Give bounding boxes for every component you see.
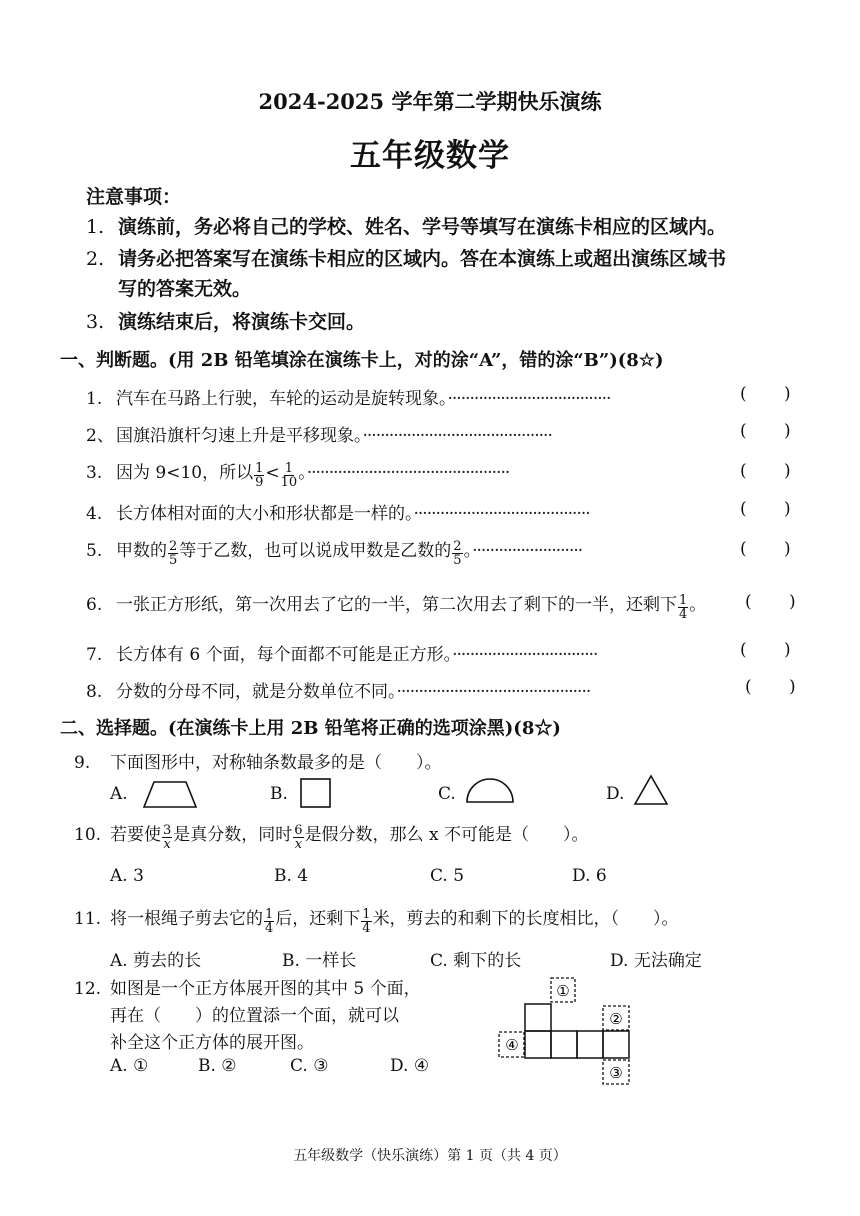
judge-question-4: 4. 长方体相对面的大小和形状都是一样的。········································ <box>86 504 590 524</box>
option-a-label: A. <box>110 784 128 804</box>
option-b: B. 一样长 <box>282 951 357 971</box>
answer-parentheses: ( ) <box>745 677 796 697</box>
option-b-label: B. <box>270 784 288 804</box>
triangle-shape <box>634 774 670 808</box>
option-d: D. 无法确定 <box>610 951 702 971</box>
cube-net-diagram <box>496 974 638 1090</box>
net-label-1: ① <box>556 982 570 1000</box>
option-c: C. 5 <box>430 866 465 886</box>
page-footer: 五年级数学（快乐演练）第 1 页（共 4 页） <box>293 1148 567 1164</box>
exam-subject-title: 五年级数学 <box>350 138 510 174</box>
fraction: $\frac{1}{9}$ <box>255 461 264 490</box>
answer-parentheses: ( ) <box>740 499 791 519</box>
option-c-label: C. <box>438 784 456 804</box>
section2-title: 二、选择题。(在演练卡上用 2B 铅笔将正确的选项涂黑)(8☆) <box>60 718 561 739</box>
net-label-3: ③ <box>609 1064 623 1082</box>
notice-item-1: 1. 演练前，务必将自己的学校、姓名、学号等填写在演练卡相应的区域内。 <box>86 216 727 238</box>
fraction: $\frac{1}{4}$ <box>679 593 688 622</box>
fraction: $\frac{1}{10}$ <box>280 461 298 490</box>
option-b: B. ② <box>198 1056 237 1076</box>
answer-parentheses: ( ) <box>740 421 791 441</box>
choice-question-11: 11. 将一根绳子剪去它的 $\frac{1}{4}$ 后，还剩下 $\frac{1}{4}$ 米，剪去的和剩下的长度相比，（ ）。 <box>74 907 679 936</box>
option-a: A. 剪去的长 <box>110 951 202 971</box>
choice-question-9: 9. 下面图形中，对称轴条数最多的是（ ）。 <box>74 753 442 773</box>
notice-item-2: 2. 请务必把答案写在演练卡相应的区域内。答在本演练上或超出演练区域书 写的答案无效。 <box>86 248 727 300</box>
answer-parentheses: ( ) <box>740 384 791 404</box>
option-a: A. 3 <box>110 866 144 886</box>
option-a: A. ① <box>110 1056 149 1076</box>
option-d: D. ④ <box>390 1056 430 1076</box>
trapezoid-shape <box>142 780 198 810</box>
judge-question-8: 8. 分数的分母不同，就是分数单位不同。············································ <box>86 682 591 702</box>
judge-question-6: 6. 一张正方形纸，第一次用去了它的一半，第二次用去了剩下的一半，还剩下 $\frac{1}{4}$ 。 <box>86 593 707 622</box>
notice-item-3: 3. 演练结束后，将演练卡交回。 <box>86 311 366 333</box>
option-b: B. 4 <box>274 866 309 886</box>
option-c: C. ③ <box>290 1056 329 1076</box>
answer-parentheses: ( ) <box>745 592 796 612</box>
question-12-line-3: 补全这个正方体的展开图。 <box>110 1033 314 1053</box>
section1-title: 一、判断题。(用 2B 铅笔填涂在演练卡上，对的涂“A”，错的涂“B”)(8☆) <box>60 350 664 371</box>
question-12-line-2: 再在（ ）的位置添一个面，就可以 <box>110 1006 399 1026</box>
option-c: C. 剩下的长 <box>430 951 522 971</box>
answer-parentheses: ( ) <box>740 461 791 481</box>
semicircle-shape <box>465 776 515 806</box>
option-d: D. 6 <box>572 866 607 886</box>
notice-title: 注意事项： <box>86 186 182 208</box>
exam-header: 2024-2025 学年第二学期快乐演练 <box>258 89 602 114</box>
judge-question-2: 2、 国旗沿旗杆匀速上升是平移现象。··········································· <box>86 426 552 446</box>
net-label-4: ④ <box>505 1036 519 1054</box>
judge-question-5: 5. 甲数的 $\frac{2}{5}$ 等于乙数，也可以说成甲数是乙数的 $\frac{2}{5}$ 。························· <box>86 539 583 568</box>
judge-question-3: 3. 因为 9<10，所以 $\frac{1}{9}$ < $\frac{1}{10}$ 。·············································· <box>86 461 510 490</box>
fraction: $\frac{2}{5}$ <box>169 539 178 568</box>
option-d-label: D. <box>606 784 625 804</box>
choice-question-10: 10. 若要使 $\frac{3}{x}$ 是真分数，同时 $\frac{6}{x}$ 是假分数，那么 x 不可能是（ ）。 <box>74 823 589 852</box>
judge-question-7: 7. 长方体有 6 个面，每个面都不可能是正方形。································· <box>86 645 598 665</box>
judge-question-1: 1. 汽车在马路上行驶，车轮的运动是旋转现象。····································· <box>86 389 611 409</box>
choice-question-12: 12. 如图是一个正方体展开图的其中 5 个面， <box>74 979 421 999</box>
net-label-2: ② <box>609 1010 623 1028</box>
square-shape <box>300 778 332 810</box>
fraction: $\frac{2}{5}$ <box>453 539 462 568</box>
answer-parentheses: ( ) <box>740 539 791 559</box>
answer-parentheses: ( ) <box>740 640 791 660</box>
